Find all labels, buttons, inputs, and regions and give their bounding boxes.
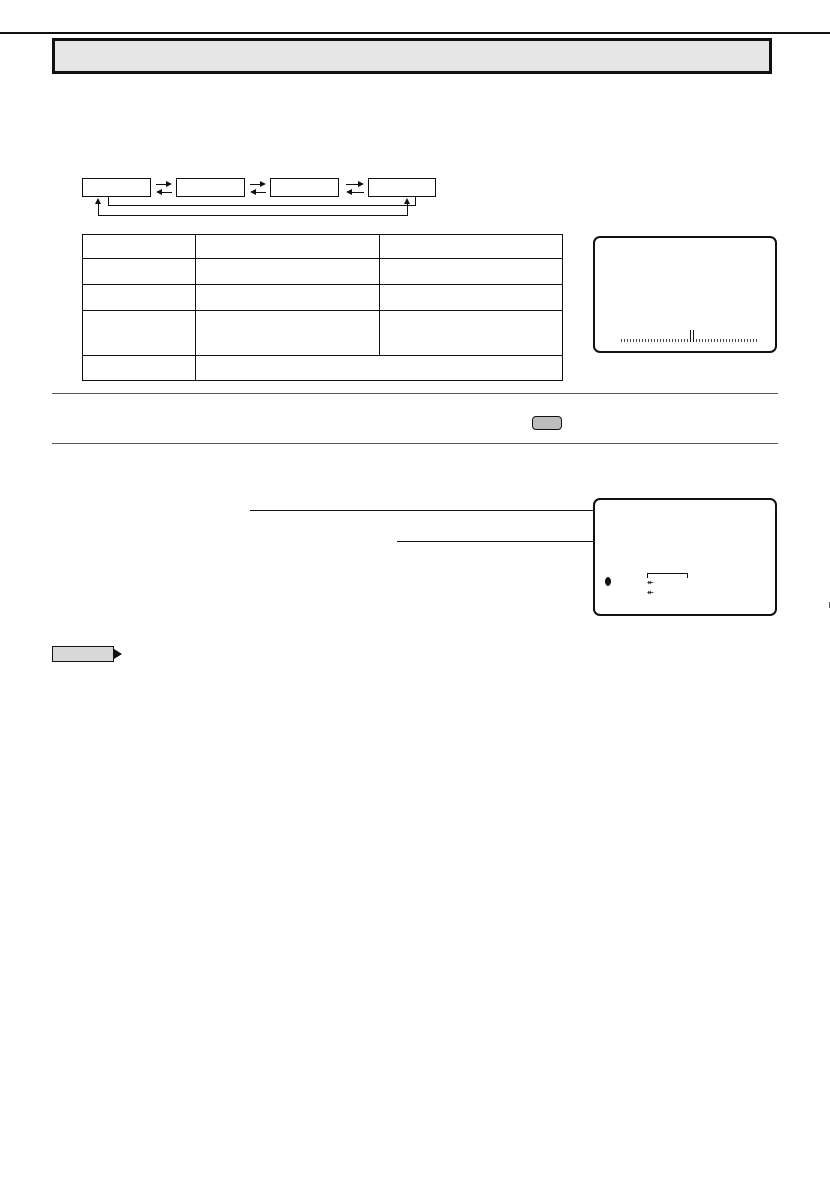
scale-tick xyxy=(714,339,715,342)
scale-tick xyxy=(726,339,727,342)
scale-tick xyxy=(735,339,736,342)
table-cell xyxy=(196,311,380,356)
selection-dot-icon xyxy=(605,577,611,586)
scale-tick xyxy=(633,339,634,342)
scale-tick xyxy=(666,339,667,342)
scale-tick xyxy=(741,339,742,342)
scale-tick xyxy=(630,339,631,342)
flow-line xyxy=(352,192,364,193)
table-cell xyxy=(83,285,196,311)
scale-tick xyxy=(756,339,757,342)
table-cell xyxy=(380,311,563,356)
section-divider xyxy=(52,443,778,444)
arrow-right-icon xyxy=(260,181,266,187)
scale-tick xyxy=(705,339,706,342)
scale-tick xyxy=(639,339,640,342)
arrow-right-icon xyxy=(166,181,172,187)
scale-tick xyxy=(678,339,679,342)
arrow-left-icon: ↞ xyxy=(647,588,654,597)
scale-tick xyxy=(723,339,724,342)
table-cell xyxy=(83,356,196,381)
scale-tick xyxy=(750,339,751,342)
loop-line xyxy=(108,205,416,206)
scale-tick xyxy=(753,339,754,342)
flow-line xyxy=(256,192,266,193)
table-cell xyxy=(83,259,196,285)
scale-tick xyxy=(711,339,712,342)
scale-tick xyxy=(636,339,637,342)
scale-tick xyxy=(681,339,682,342)
arrow-left-icon xyxy=(346,189,352,195)
scale-tick xyxy=(624,339,625,342)
loop-line xyxy=(415,197,416,205)
flow-box-4 xyxy=(368,178,436,197)
scale-tick xyxy=(684,339,685,342)
note-label-tag xyxy=(52,646,114,662)
arrow-left-icon xyxy=(250,189,256,195)
scale-tick xyxy=(696,339,697,342)
tv-screen-tuning xyxy=(593,236,777,353)
flow-line xyxy=(250,184,260,185)
arrow-right-icon xyxy=(114,649,122,659)
scale-tick xyxy=(702,339,703,342)
scale-tick xyxy=(699,339,700,342)
scale-tick xyxy=(672,339,673,342)
scale-tick xyxy=(669,339,670,342)
table-cell xyxy=(380,285,563,311)
scale-tick xyxy=(708,339,709,342)
tuning-scale xyxy=(621,330,757,342)
scale-tick xyxy=(687,339,688,342)
table-cell xyxy=(380,259,563,285)
scale-tick xyxy=(663,339,664,342)
arrow-left-icon: ↞ xyxy=(647,578,654,587)
scale-tick xyxy=(660,339,661,342)
table-cell xyxy=(196,259,380,285)
scale-tick xyxy=(738,339,739,342)
section-divider xyxy=(52,393,778,394)
scale-tick xyxy=(621,339,622,342)
scale-tick xyxy=(720,339,721,342)
flow-line xyxy=(346,184,358,185)
scale-tick xyxy=(642,339,643,342)
flow-box-3 xyxy=(270,178,339,197)
page-top-rule xyxy=(0,32,830,34)
flow-line xyxy=(162,192,172,193)
loop-line xyxy=(98,215,408,216)
scale-tick xyxy=(744,339,745,342)
arrow-up-icon xyxy=(404,198,410,204)
scale-tick xyxy=(747,339,748,342)
scale-tick xyxy=(651,339,652,342)
arrow-up-icon xyxy=(95,198,101,204)
scale-tick xyxy=(675,339,676,342)
arrow-left-icon xyxy=(156,189,162,195)
scale-tick xyxy=(717,339,718,342)
scale-tick xyxy=(648,339,649,342)
scale-tick xyxy=(654,339,655,342)
table-row xyxy=(83,356,563,381)
table-cell xyxy=(196,356,563,381)
scale-tick xyxy=(627,339,628,342)
scale-tick xyxy=(693,330,694,342)
tv-screen-menu xyxy=(593,498,777,616)
table-row xyxy=(83,311,563,356)
bracket-line xyxy=(647,573,688,574)
bracket-line xyxy=(687,573,688,578)
table-row xyxy=(83,259,563,285)
flow-line xyxy=(156,184,166,185)
scale-tick xyxy=(690,330,691,342)
remote-button-icon xyxy=(532,416,562,430)
note-label xyxy=(53,652,57,662)
arrow-right-icon xyxy=(358,181,364,187)
table-cell xyxy=(83,311,196,356)
loop-line xyxy=(108,197,109,205)
table-cell xyxy=(196,235,380,259)
scale-tick xyxy=(732,339,733,342)
settings-table xyxy=(82,234,563,381)
table-cell xyxy=(83,235,196,259)
scale-tick xyxy=(729,339,730,342)
table-cell xyxy=(380,235,563,259)
flow-box-1 xyxy=(82,178,151,197)
flow-box-2 xyxy=(176,178,245,197)
table-row xyxy=(83,285,563,311)
table-row xyxy=(83,235,563,259)
table-cell xyxy=(196,285,380,311)
scale-tick xyxy=(645,339,646,342)
scale-tick xyxy=(657,339,658,342)
section-title-bar xyxy=(52,38,772,74)
